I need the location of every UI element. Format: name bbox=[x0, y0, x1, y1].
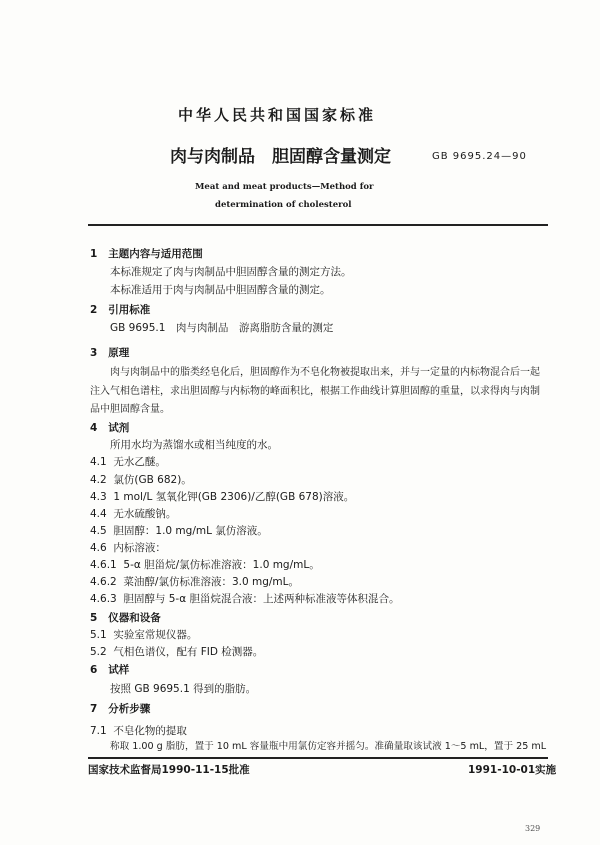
standard-code: GB 9695.24—90 bbox=[432, 151, 527, 162]
section-title: 原理 bbox=[108, 347, 130, 359]
section-number: 7 bbox=[90, 703, 98, 715]
section-2-heading bbox=[90, 303, 150, 317]
list-item bbox=[90, 541, 166, 555]
item-number: 4.3 bbox=[90, 491, 107, 503]
page-number: 329 bbox=[525, 824, 541, 833]
paragraph-line: 本标准适用于肉与肉制品中胆固醇含量的测定。 bbox=[110, 284, 331, 296]
item-number: 5.2 bbox=[90, 646, 107, 658]
paragraph-line: 所用水均为蒸馏水或相当纯度的水。 bbox=[110, 439, 278, 451]
item-number: 4.1 bbox=[90, 456, 107, 468]
item-text: 气相色谱仪，配有 FID 检测器。 bbox=[113, 646, 264, 658]
list-item bbox=[90, 645, 263, 659]
section-7-heading bbox=[90, 702, 150, 716]
item-text: 无水乙醚。 bbox=[113, 456, 166, 468]
list-item bbox=[90, 724, 187, 738]
item-text: 内标溶液： bbox=[113, 542, 166, 554]
list-item bbox=[90, 558, 320, 572]
list-item bbox=[90, 473, 192, 487]
section-6-heading bbox=[90, 663, 129, 677]
item-number: 4.6.2 bbox=[90, 576, 117, 588]
paragraph-line: 品中胆固醇含量。 bbox=[90, 404, 170, 415]
section-title: 仪器和设备 bbox=[108, 612, 161, 624]
section-3-heading bbox=[90, 346, 129, 360]
footer-rule bbox=[88, 757, 548, 759]
english-title-line2: determination of cholesterol bbox=[215, 200, 352, 210]
paragraph-line: 称取 1.00 g 脂肪，置于 10 mL 容量瓶中用氯仿定容并摇匀。准确量取该试液 1～5 mL，置于 25 mL bbox=[110, 741, 547, 752]
list-item bbox=[90, 507, 176, 521]
item-text: 1 mol/L 氢氧化钾(GB 2306)/乙醇(GB 678)溶液。 bbox=[113, 491, 355, 503]
section-number: 6 bbox=[90, 664, 98, 676]
item-text: 胆固醇：1.0 mg/mL 氯仿溶液。 bbox=[113, 525, 268, 537]
item-text: 菜油醇/氯仿标准溶液：3.0 mg/mL。 bbox=[123, 576, 299, 588]
item-number: 4.6.3 bbox=[90, 593, 117, 605]
section-number: 2 bbox=[90, 304, 98, 316]
effective-date: 1991-10-01实施 bbox=[468, 764, 557, 776]
list-item bbox=[90, 490, 354, 504]
english-title-line1: Meat and meat products—Method for bbox=[195, 182, 374, 192]
section-title: 试样 bbox=[108, 664, 130, 676]
document-title: 肉与肉制品 胆固醇含量测定 bbox=[170, 147, 391, 167]
standard-org-heading: 中华人民共和国国家标准 bbox=[178, 106, 377, 124]
item-text: 无水硫酸钠。 bbox=[113, 508, 177, 520]
paragraph-line: 本标准规定了肉与肉制品中胆固醇含量的测定方法。 bbox=[110, 266, 352, 278]
list-item bbox=[90, 575, 299, 589]
item-text: 5-α 胆甾烷/氯仿标准溶液：1.0 mg/mL。 bbox=[123, 559, 320, 571]
paragraph-line: 按照 GB 9695.1 得到的脂肪。 bbox=[110, 683, 257, 695]
list-item bbox=[90, 628, 197, 642]
item-text: 实验室常规仪器。 bbox=[113, 629, 198, 641]
reference-line: GB 9695.1 肉与肉制品 游离脂肪含量的测定 bbox=[110, 322, 334, 334]
section-number: 3 bbox=[90, 347, 98, 359]
section-number: 1 bbox=[90, 248, 98, 260]
item-number: 4.2 bbox=[90, 474, 107, 486]
list-item bbox=[90, 455, 166, 469]
section-title: 引用标准 bbox=[108, 304, 151, 316]
approval-date: 国家技术监督局1990-11-15批准 bbox=[88, 764, 250, 776]
section-4-heading bbox=[90, 421, 129, 435]
item-text: 不皂化物的提取 bbox=[113, 725, 187, 737]
item-number: 4.6 bbox=[90, 542, 107, 554]
list-item bbox=[90, 592, 399, 606]
paragraph-line: 注入气相色谱柱，求出胆固醇与内标物的峰面积比，根据工作曲线计算胆固醇的重量，以求得肉与肉制 bbox=[90, 386, 540, 397]
item-text: 胆固醇与 5-α 胆甾烷混合液：上述两种标准液等体积混合。 bbox=[123, 593, 400, 605]
section-1-heading bbox=[90, 247, 203, 261]
section-number: 4 bbox=[90, 422, 98, 434]
item-number: 5.1 bbox=[90, 629, 107, 641]
header-rule bbox=[88, 224, 548, 226]
section-number: 5 bbox=[90, 612, 98, 624]
section-title: 主题内容与适用范围 bbox=[108, 248, 203, 260]
section-title: 分析步骤 bbox=[108, 703, 151, 715]
section-5-heading bbox=[90, 611, 161, 625]
list-item bbox=[90, 524, 268, 538]
item-number: 7.1 bbox=[90, 725, 107, 737]
item-number: 4.4 bbox=[90, 508, 107, 520]
item-text: 氯仿(GB 682)。 bbox=[113, 474, 192, 486]
paragraph-line: 肉与肉制品中的脂类经皂化后，胆固醇作为不皂化物被提取出来，并与一定量的内标物混合后一起 bbox=[110, 367, 540, 378]
item-number: 4.6.1 bbox=[90, 559, 117, 571]
section-title: 试剂 bbox=[108, 422, 130, 434]
item-number: 4.5 bbox=[90, 525, 107, 537]
